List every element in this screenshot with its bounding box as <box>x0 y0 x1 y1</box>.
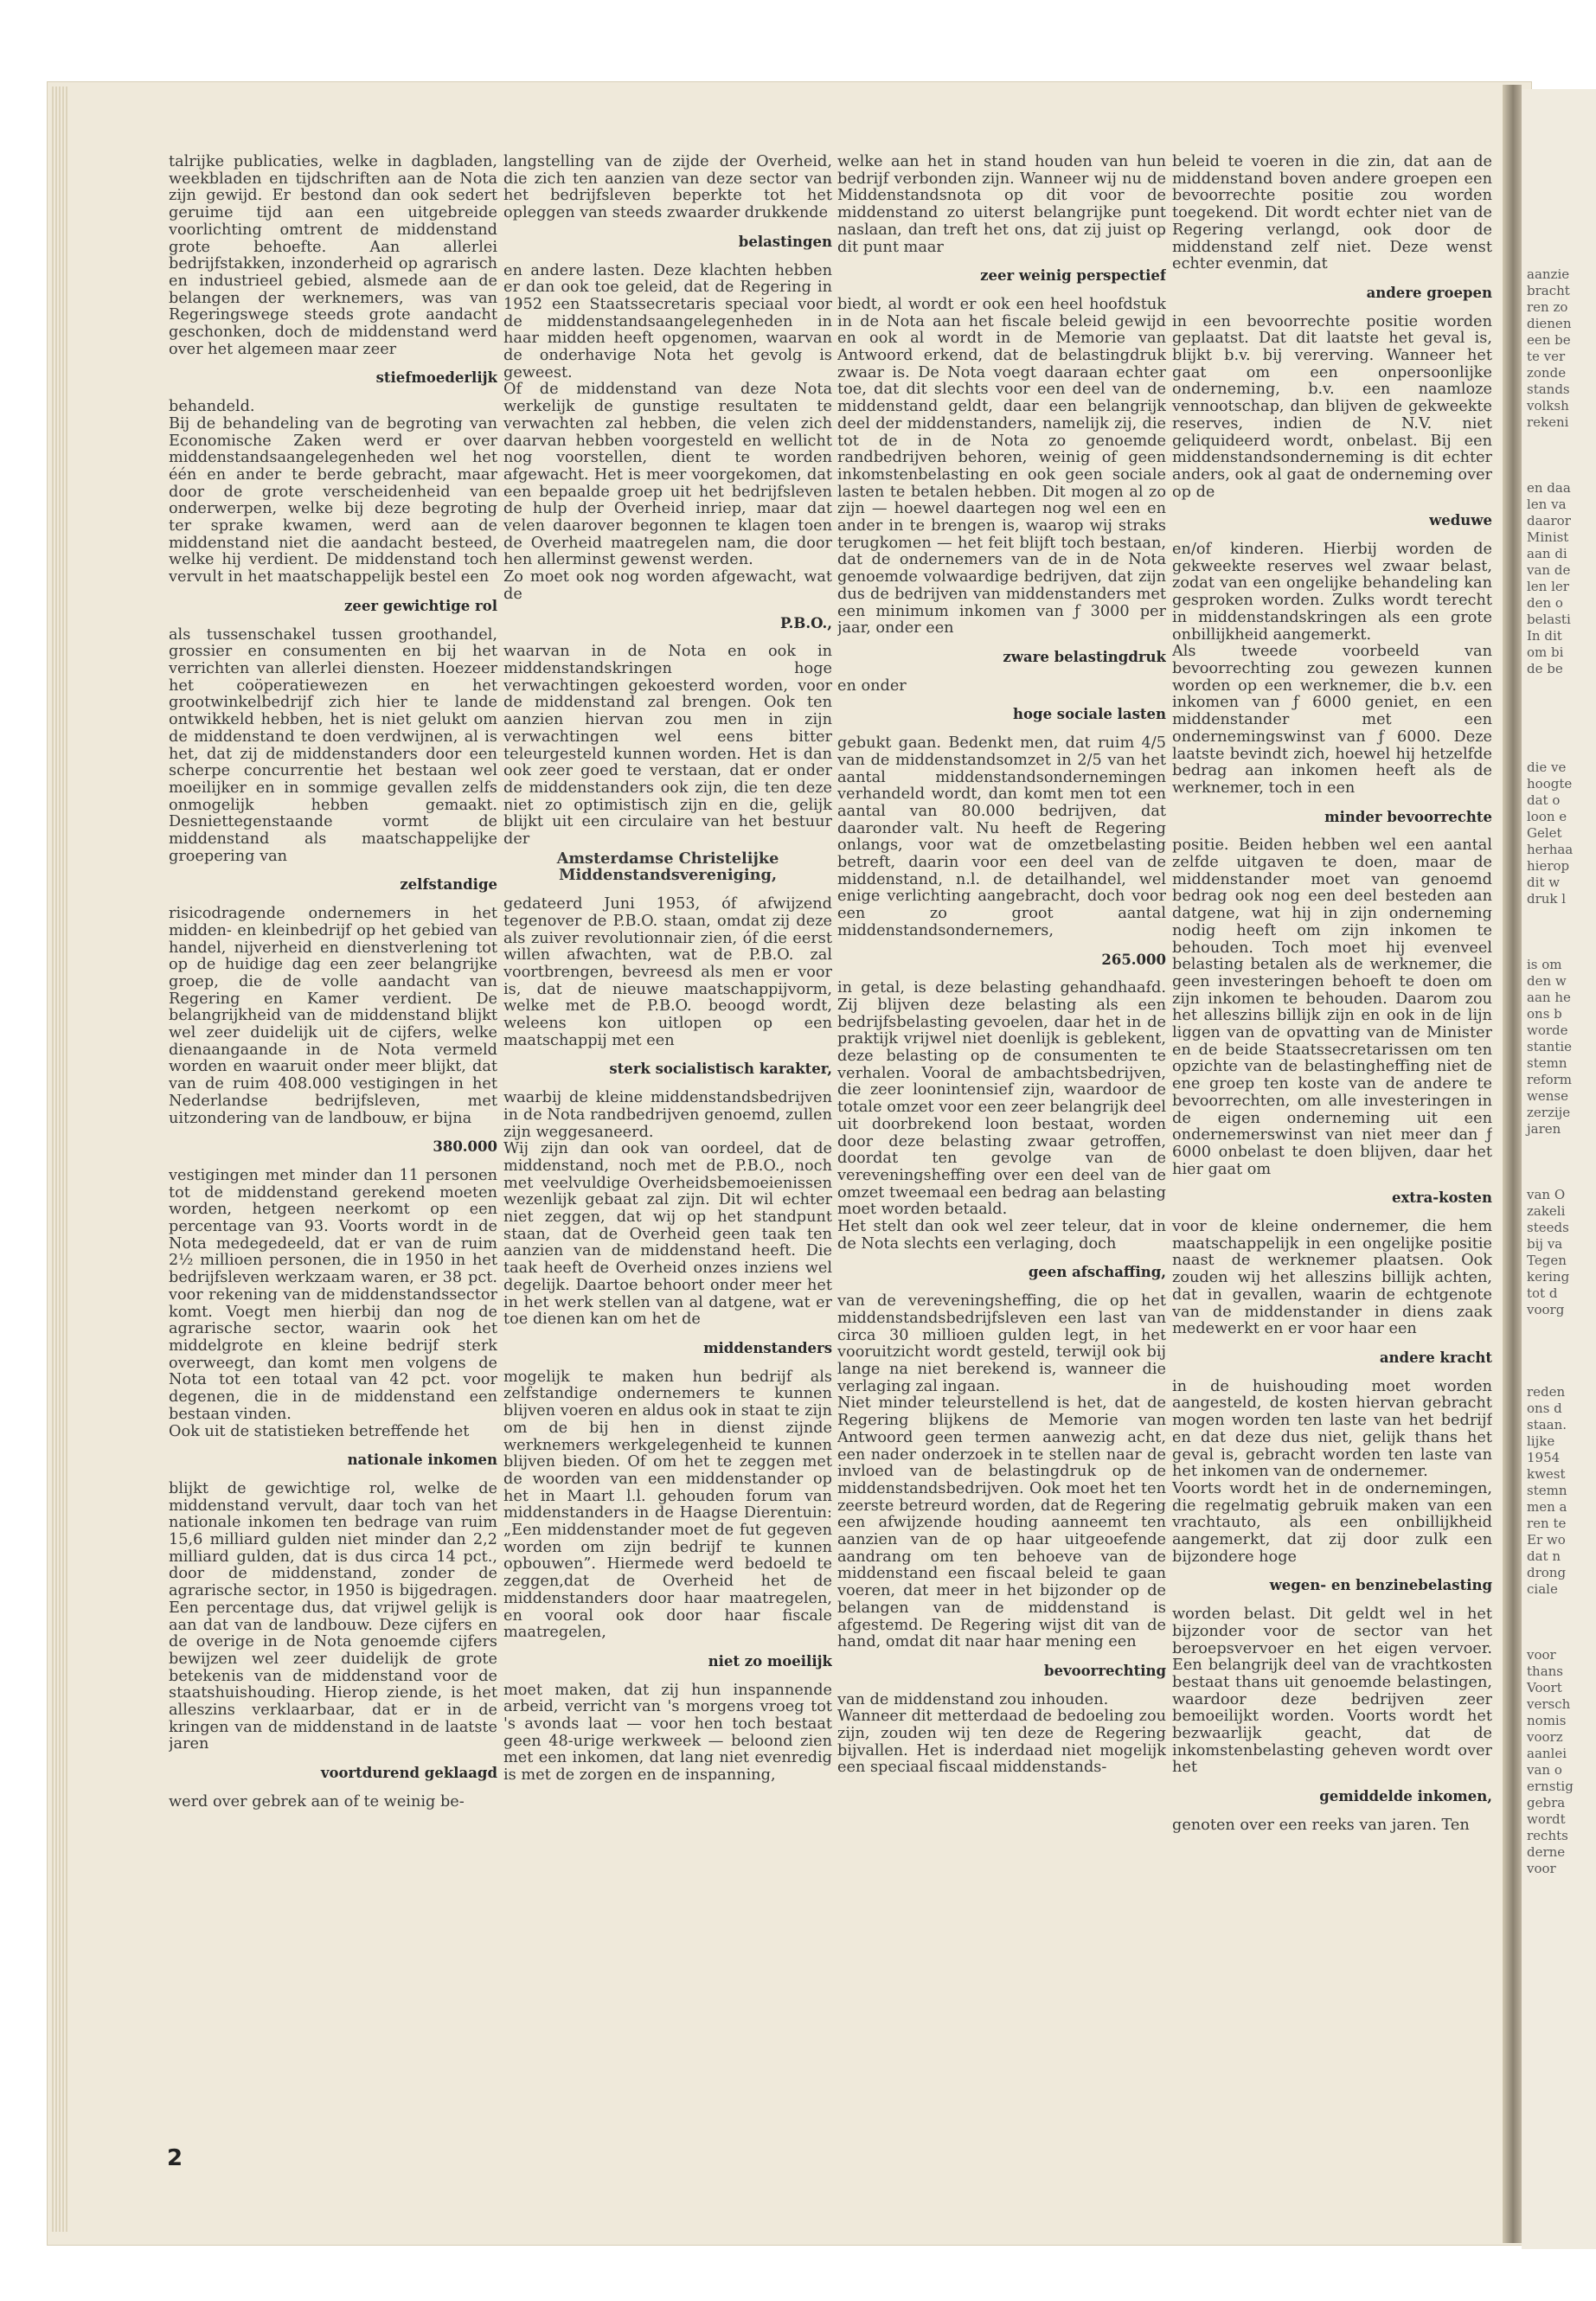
text-fragment: wense <box>1527 1088 1568 1104</box>
text-fragment: hoogte <box>1527 776 1573 792</box>
subheading: weduwe <box>1429 512 1492 529</box>
paragraph: Of de middenstand van deze Nota werkelijk de gunstige resultaten te verwachten zal hebben, die velen zich daarvan hebben voorgesteld en wellicht nog voorstellen, dient te worden afgewacht. Het is meer voorgekomen, dat een bepaalde groep uit het bedrijfsleven de hulp der Overheid inriep, maar dat velen daarover begonnen te klagen toen de Overheid maatregelen nam, die door hen allerminst gewenst werden. <box>503 381 832 569</box>
subheading: extra-kosten <box>1391 1189 1492 1207</box>
next-page-edge <box>1522 89 1596 2249</box>
text-fragment <box>1527 1631 1574 1647</box>
subheading: geen afschaffing, <box>1028 1264 1166 1281</box>
paragraph: Het stelt dan ook wel zeer teleur, dat in de Nota slechts een verlaging, doch <box>837 1218 1166 1253</box>
text-fragment: bracht <box>1527 283 1570 298</box>
paragraph: Bij de behandeling van de begroting van Economische Zaken werd er over middenstandsaangelegenheden wel het één en ander te berde gebracht, maar door de grote verscheidenheid van onderwerpen, welke bij deze begroting ter sprake kwamen, werd aan de middenstand niet die aandacht besteed, welke hij verdient. De middenstand toch vervult in het maatschappelijk bestel een <box>169 414 497 586</box>
text-fragment <box>1527 940 1574 957</box>
text-fragment: In dit <box>1527 628 1562 644</box>
text-fragment: aan di <box>1527 546 1567 561</box>
text-fragment: lijke <box>1527 1433 1555 1449</box>
subheading: 265.000 <box>1101 951 1166 968</box>
text-fragment: kering <box>1527 1269 1570 1285</box>
text-fragment: hierop <box>1527 858 1570 874</box>
text-fragment: reden <box>1527 1384 1566 1400</box>
paragraph: behandeld. <box>169 398 255 416</box>
subheading: zelfstandige <box>400 876 497 894</box>
text-fragment: staan. <box>1527 1417 1567 1433</box>
text-column-1 <box>169 154 497 2178</box>
subheading: zware belastingdruk <box>1003 648 1166 665</box>
subheading: 380.000 <box>433 1138 497 1156</box>
text-fragment: zonde <box>1527 365 1567 381</box>
centered-heading: Amsterdamse Christelijke Middenstandsvereniging, <box>556 849 779 885</box>
text-fragment <box>1527 1368 1574 1384</box>
paragraph: waarbij de kleine middenstandsbedrijven in de Nota randbedrijven genoemd, zullen zijn weggesaneerd. <box>503 1089 832 1141</box>
text-fragment <box>1527 924 1574 940</box>
text-fragment: bij va <box>1527 1236 1563 1252</box>
text-fragment: drong <box>1527 1565 1567 1580</box>
text-fragment: Tegen <box>1527 1253 1567 1268</box>
text-fragment: worde <box>1527 1022 1568 1038</box>
text-fragment: stemn <box>1527 1055 1567 1071</box>
text-fragment: ciale <box>1527 1581 1558 1597</box>
paragraph: gedateerd Juni 1953, óf afwijzend tegenover de P.B.O. staan, omdat zij deze als zuiver revolutionnair zien, óf die eerst willen afwachten, wat de P.B.O. zal voortbrengen, bevreesd als men er voor is, dat de nieuwe maatschappijvorm, welke met de P.B.O. beoogd wordt, weleens kon uitlopen op een maatschappij met een <box>503 895 832 1049</box>
text-fragment: Minist <box>1527 529 1569 545</box>
paragraph: Niet minder teleurstellend is het, dat de Regering blijkens de Memorie van Antwoord geen termen aanwezig acht, een nader onderzoek in te stellen naar de invloed van de belastingdruk op de middenstandsbedrijven. Ook moet het ten zeerste betreurd worden, dat de Regering een afwijzende houding aanneemt ten aanzien van de op haar uitgeoefende aandrang om ten behoeve van de middenstand een fiscaal beleid te gaan voeren, dat meer in het bijzonder op de belangen van de middenstand is afgestemd. De Regering wijst dit van de hand, omdat dit naar haar mening een <box>837 1394 1166 1651</box>
text-fragment: de be <box>1527 661 1563 676</box>
text-fragment: den w <box>1527 973 1567 989</box>
text-fragment <box>1527 743 1574 760</box>
paragraph: Wanneer dit metterdaad de bedoeling zou zijn, zouden wij ten deze de Regering bijvallen. Het is inderdaad niet mogelijk een speciaal fiscaal middenstands- <box>837 1708 1166 1777</box>
text-fragment: te ver <box>1527 349 1566 364</box>
paragraph: biedt, al wordt er ook een heel hoofdstuk in de Nota aan het fiscale beleid gewijd en ook al wordt in de Memorie van Antwoord erkend, dat de belastingdruk zwaar is. De Nota voegt daaraan echter toe, dat dit slechts voor een deel van de middenstand geldt, daar een belangrijk deel der middenstanders, namelijk zij, die tot de in de Nota zo genoemde randbedrijven behoren, weinig of geen inkomstenbelasting en ook geen sociale lasten te betalen hebben. Dit mogen al zo zijn — hoewel daartegen nog wel een en ander in te brengen is, waarop wij straks terugkomen — het feit blijft toch bestaan, dat de ondernemers van de in de Nota genoemde volwaardige bedrijven, dat zijn dus de bedrijven van middenstanders met een minimum inkomen van ƒ 3000 per jaar, onder een <box>837 295 1166 638</box>
text-fragment: voorz <box>1527 1729 1563 1745</box>
text-fragment: stands <box>1527 381 1570 397</box>
subheading: bevoorrechting <box>1044 1662 1166 1679</box>
text-fragment: ren te <box>1527 1516 1567 1531</box>
subheading: zeer gewichtige rol <box>344 597 497 614</box>
paragraph: Als tweede voorbeeld van bevoorrechting zou gewezen kunnen worden op een werknemer, die b.v. een inkomen van ƒ 6000 geniet, en een middenstander met een ondernemingswinst van ƒ 6000. Deze laatste bevindt zich, hoewel hij hetzelfde bedrag aan inkomen heeft als de werknemer, toch in een <box>1172 643 1492 797</box>
text-fragment: loon e <box>1527 809 1567 824</box>
paragraph: van de vereveningsheffing, die op het middenstandsbedrijfsleven een last van circa 30 millioen gulden legt, in het vooruitzicht wordt gesteld, terwijl ook bij lange na niet berekend is, wanneer die verlaging zal ingaan. <box>837 1292 1166 1395</box>
paragraph: beleid te voeren in die zin, dat aan de middenstand boven andere groepen een bevoorrechte positie zou worden toegekend. Dit wordt echter niet van de Regering verlangd, ook door de middenstand zelf niet. Deze wenst echter evenmin, dat <box>1172 154 1492 273</box>
text-fragment: Er wo <box>1527 1532 1566 1548</box>
paragraph: langstelling van de zijde der Overheid, die zich ten aanzien van deze sector van het bedrijfsleven beperkte tot het opleggen van steeds zwaarder drukkende <box>503 154 832 222</box>
text-column-2 <box>503 154 832 2178</box>
paragraph: in een bevoorrechte positie worden geplaatst. Dat dit laatste het geval is, blijkt b.v. bij vererving. Wanneer het gaat om een onpersoonlijke onderneming, b.v. een naamloze vennootschap, dan blijven de gekweekte reserves, indien de N.V. niet geliquideerd wordt, onbelast. Bij een middenstandsonderneming is dit echter anders, ook al gaat de onderneming over op de <box>1172 312 1492 501</box>
text-fragment <box>1527 464 1574 480</box>
paragraph: risicodragende ondernemers in het midden- en kleinbedrijf op het gebied van handel, nijverheid en dienstverlening tot op de huidige dag een zeer belangrijke groep, die de volle aandacht van Regering en Kamer verdient. De belangrijkheid van de middenstand blijkt wel zeer duidelijk uit de cijfers, welke dienaangaande in de Nota vermeld worden en waaruit onder meer blijkt, dat van de ruim 408.000 vestigingen in het Nederlandse bedrijfsleven, met uitzondering van de landbouw, er bijna <box>169 905 497 1127</box>
text-fragment: belasti <box>1527 612 1571 627</box>
text-fragment: ren zo <box>1527 299 1568 315</box>
text-fragment: derne <box>1527 1844 1566 1860</box>
text-fragment: een be <box>1527 332 1571 348</box>
subheading: middenstanders <box>703 1340 832 1356</box>
paragraph: vestigingen met minder dan 11 personen tot de middenstand gerekend moeten worden, hetgeen neerkomt op een percentage van 93. Voorts wordt in de Nota medegedeeld, dat er van de ruim 2½ millioen personen, die in 1950 in het bedrijfsleven werkzaam waren, er 38 pct. voor rekening van de middenstandssector komt. Voegt men hierbij dan nog de agrarische sector, waarin ook het middelgrote en kleine bedrijf sterk overweegt, dan komt men volgens de Nota tot een totaal van 42 pct. voor degenen, die in de middenstand een bestaan vinden. <box>169 1166 497 1423</box>
text-fragment: om bi <box>1527 644 1564 660</box>
paragraph: mogelijk te maken hun bedrijf als zelfstandige ondernemers te kunnen blijven voeren en aldus ook in staat te zijn om de bij hen in dienst zijnde werknemers werkgelegenheid te kunnen blijven bieden. Of om het te zeggen met de woorden van een middenstander op het in Maart l.l. gehouden forum van middenstanders in de Haagse Dierentuin: „Een middenstander moet de fut gegeven worden om zijn bedrijf te kunnen opbouwen”. Hiermede werd bedoeld te zeggen,dat de Overheid het de middenstanders door haar maatregelen, en vooral ook door haar fiscale maatregelen, <box>503 1368 832 1642</box>
paragraph: Ook uit de statistieken betreffende het <box>169 1422 470 1440</box>
text-fragment: zerzije <box>1527 1105 1571 1120</box>
text-fragment <box>1527 1170 1574 1187</box>
text-fragment: voorg <box>1527 1302 1565 1317</box>
text-fragment <box>1527 677 1574 694</box>
text-fragment: zakeli <box>1527 1203 1566 1219</box>
text-fragment: van O <box>1527 1187 1566 1202</box>
subheading: wegen- en benzinebelasting <box>1269 1577 1492 1594</box>
paragraph: en onder <box>837 676 907 695</box>
paragraph: welke aan het in stand houden van hun bedrijf verbonden zijn. Wanneer wij nu de Middenstandsnota op dit voor de middenstand zo uiterst belangrijke punt naslaan, dan treft het ons, dat zij juist op dit punt maar <box>837 154 1166 256</box>
text-fragment: aanzie <box>1527 266 1570 282</box>
paragraph: in de huishouding moet worden aangesteld, de kosten hiervan gebracht mogen worden ten laste van het bedrijf en dat deze dus niet, gelijk thans het geval is, gebracht worden ten laste van het inkomen van de ondernemer. <box>1172 1377 1492 1481</box>
text-fragment: len ler <box>1527 579 1569 594</box>
paragraph: worden belast. Dit geldt wel in het bijzonder voor de sector van het beroepsvervoer en het eigen vervoer. Een belangrijk deel van de vrachtkosten bestaat thans uit genoemde belastingen, waardoor deze bedrijven zeer bemoeilijkt worden. Voorts wordt het bezwaarlijk geacht, dat de inkomstenbelasting geheven wordt over het <box>1172 1606 1492 1777</box>
text-fragment <box>1527 447 1574 464</box>
paragraph: waarvan in de Nota en ook in middenstandskringen hoge verwachtingen gekoesterd worden, voor de middenstand zal brengen. Ook ten aanzien hiervan zou men in zijn verwachtingen wel eens bitter teleurgesteld kunnen worden. Het is dan ook zeer goed te verstaan, dat er onder de middenstanders ook zijn, die ten deze niet zo optimistisch zijn en die, gelijk blijkt uit een circulaire van het bestuur der <box>503 643 832 849</box>
text-fragment: wordt <box>1527 1811 1566 1827</box>
subheading: niet zo moeilijk <box>708 1652 832 1670</box>
text-fragment: aanlei <box>1527 1746 1567 1761</box>
subheading: minder bevoorrechte <box>1324 808 1492 825</box>
text-fragment: ons b <box>1527 1006 1562 1022</box>
paragraph: genoten over een reeks van jaren. Ten <box>1172 1816 1470 1834</box>
subheading: andere groepen <box>1366 284 1492 301</box>
paragraph: gebukt gaan. Bedenkt men, dat ruim 4/5 van de middenstandsomzet in 2/5 van het aantal middenstandsondernemingen verhandeld wordt, dan komt men tot een aantal van 80.000 bedrijven, dat daaronder valt. Nu heeft de Regering onlangs, voor wat de omzetbelasting betreft, daarin voor een deel van de middenstand, n.l. de detailhandel, wel enige verlichting aangebracht, doch voor een zo groot aantal middenstandsondernemers, <box>837 734 1166 939</box>
text-fragment: voor <box>1527 1861 1556 1876</box>
paragraph: Wij zijn dan ook van oordeel, dat de middenstand, noch met de P.B.O., noch met veelvuldige Overheidsbemoeienissen wezenlijk gebaat zal zijn. Dit wil echter niet zeggen, dat wij op het standpunt staan, dat de Overheid geen taak ten aanzien van de middenstand heeft. Die taak heeft de Overheid onzes inziens wel degelijk. Daartoe behoort onder meer het in het werk stellen van al datgene, wat er toe dienen kan om het de <box>503 1140 832 1329</box>
text-fragment: thans <box>1527 1663 1563 1679</box>
text-fragment: dit w <box>1527 875 1561 890</box>
subheading: gemiddelde inkomen, <box>1319 1788 1492 1805</box>
text-fragment: stemn <box>1527 1483 1567 1498</box>
text-fragment: len va <box>1527 497 1567 512</box>
text-fragment <box>1527 1351 1574 1368</box>
text-fragment: reform <box>1527 1072 1573 1087</box>
text-fragment: voor <box>1527 1647 1556 1663</box>
binding-gutter <box>1503 85 1522 2243</box>
paragraph: als tussenschakel tussen groothandel, grossier en consumenten en bij het verrichten van allerlei diensten. Hoezeer het coöperatiewezen en het grootwinkelbedrijf zich hier te lande ontwikkeld hebben, het is niet gelukt om de middenstand te doen verdwijnen, al is het, dat zij de middenstanders door een scherpe concurrentie het bestaan wel moeilijker en in sommige gevallen zelfs onmogelijk hebben gemaakt. Desniettegenstaande vormt de middenstand als maatschappelijke groepering van <box>169 625 497 865</box>
text-fragment: Voort <box>1527 1680 1562 1695</box>
text-fragment: rekeni <box>1527 414 1569 430</box>
next-page-text-fragments <box>1522 266 1574 1877</box>
paragraph: en andere lasten. Deze klachten hebben er dan ook toe geleid, dat de Regering in 1952 een Staatssecretaris speciaal voor de middenstandsaangelegenheden in haar midden heeft opgenomen, waarvan de onderhavige Nota het gevolg is geweest. <box>503 261 832 381</box>
subheading: belastingen <box>738 233 832 250</box>
text-fragment: ons d <box>1527 1400 1562 1416</box>
paragraph: Zo moet ook nog worden afgewacht, wat de <box>503 568 832 603</box>
text-fragment: versch <box>1527 1696 1571 1712</box>
text-fragment: Gelet <box>1527 825 1562 841</box>
text-fragment: van de <box>1527 562 1571 578</box>
text-fragment <box>1527 1614 1574 1631</box>
text-fragment: druk l <box>1527 891 1567 907</box>
paragraph: voor de kleine ondernemer, die hem maatschappelijk in een ongelijke positie naast de werknemer plaatsen. Ook zouden wij het alleszins billijk achten, dat in gevallen, waarin de echtgenote van de middenstander in diens zaak medewerkt en er voor haar een <box>1172 1218 1492 1338</box>
text-fragment: dat n <box>1527 1548 1561 1564</box>
paragraph: in getal, is deze belasting gehandhaafd. Zij blijven deze belasting als een bedrijfsbelasting gevoelen, daar het in de praktijk vrijwel niet doenlijk is geblekent, deze belasting op de consumenten te verhalen. Vooral de ambachtsbedrijven, die zeer loonintensief zijn, waardoor de totale omzet voor een zeer belangrijk deel uit doorbrekend loon bestaat, worden door deze belasting zwaar getroffen, doordat ten gevolge van de vereveningsheffing over een deel van de omzet tweemaal een bedrag aan belasting moet worden betaald. <box>837 979 1166 1219</box>
text-column-4 <box>1172 154 1492 2178</box>
text-fragment: is om <box>1527 957 1562 972</box>
text-fragment <box>1527 694 1574 710</box>
paragraph: en/of kinderen. Hierbij worden de gekweekte reserves wel zwaar belast, zodat van een ongelijke behandeling kan gesproken worden. Zulks wordt terecht in middenstandskringen als een grote onbillijkheid aangemerkt. <box>1172 541 1492 644</box>
text-fragment: jaren <box>1527 1121 1561 1137</box>
text-fragment <box>1527 710 1574 727</box>
text-fragment: ernstig <box>1527 1779 1574 1794</box>
text-fragment: den o <box>1527 595 1563 611</box>
page-number: 2 <box>167 2145 183 2171</box>
text-fragment <box>1527 1154 1574 1170</box>
text-fragment <box>1527 431 1574 447</box>
paragraph: van de middenstand zou inhouden. <box>837 1690 1109 1708</box>
subheading: stiefmoederlijk <box>375 369 497 387</box>
subheading: voortdurend geklaagd <box>320 1765 497 1782</box>
text-fragment: dienen <box>1527 316 1572 331</box>
text-fragment <box>1527 1598 1574 1614</box>
text-fragment: die ve <box>1527 760 1567 775</box>
paragraph: blijkt de gewichtige rol, welke de middenstand vervult, daar toch van het nationale inkomen ten bedrage van ruim 15,6 milliard gulden niet minder dan 2,2 milliard gulden, dat is dus circa 14 pct., door de middenstand, zonder de agrarische sector, in 1950 is bijgedragen. Een percentage dus, dat vrijwel gelijk is aan dat van de landbouw. Deze cijfers en de overige in de Nota genoemde cijfers bewijzen wel zeer duidelijk de grote betekenis van de middenstand voor de staatshuishouding. Hierop ziende, is het alleszins verklaarbaar, dat er in de kringen van de middenstand in de laatste jaren <box>169 1479 497 1753</box>
text-fragment: van o <box>1527 1762 1562 1778</box>
text-fragment: volksh <box>1527 398 1569 413</box>
paragraph: werd over gebrek aan of te weinig be- <box>169 1792 465 1811</box>
paragraph: Voorts wordt het in de ondernemingen, die regelmatig gebruik maken van een vrachtauto, als een onbillijkheid aangemerkt, dat zij door zulk een bijzondere hoge <box>1172 1479 1492 1566</box>
subheading: hoge sociale lasten <box>1013 706 1166 723</box>
text-fragment: tot d <box>1527 1285 1558 1301</box>
text-fragment: nomis <box>1527 1713 1567 1728</box>
paragraph: moet maken, dat zij hun inspannende arbeid, verricht van 's morgens vroeg tot 's avonds laat — voor hen toch bestaat geen 48-urige werkweek — beloond zien met een inkomen, dat lang niet evenredig is met de zorgen en de inspanning, <box>503 1681 832 1785</box>
subheading: zeer weinig perspectief <box>980 267 1166 285</box>
paragraph: talrijke publicaties, welke in dagbladen, weekbladen en tijdschriften aan de Nota zijn gewijd. Er bestond dan ook sedert geruime tijd aan een uitgebreide voorlichting omtrent de middenstand grote behoefte. Aan allerlei bedrijfstakken, inzonderheid op agrarisch en industrieel gebied, alsmede aan de belangen der werknemers, was van Regeringswege steeds grote aandacht geschonken, doch de middenstand werd over het algemeen maar zeer <box>169 154 497 358</box>
text-fragment: kwest <box>1527 1466 1566 1482</box>
text-fragment <box>1527 907 1574 924</box>
text-column-3 <box>837 154 1166 2178</box>
text-fragment: stantie <box>1527 1039 1573 1054</box>
subheading: andere kracht <box>1379 1349 1492 1366</box>
text-fragment: en daa <box>1527 480 1571 496</box>
paragraph: positie. Beiden hebben wel een aantal zelfde uitgaven te doen, maar de middenstander moet van genoemd bedrag ook nog een deel besteden aan datgene, wat hij in zijn onderneming nodig heeft om zijn inkomen te behouden. Toch moet hij evenveel belasting betalen als de werknemer, die geen investeringen behoeft te doen om zijn inkomen te behouden. Daarom zou het alleszins billijk zijn en ook in de lijn liggen van de opvatting van de Minister en de beide Staatssecretarissen om ten opzichte van de belastingheffing niet de ene groep ten koste van de andere te bevoorrechten, om alle investeringen in de eigen onderneming uit een ondernemerswinst van niet meer dan ƒ 6000 onbelast te doen blijven, daar het hier gaat om <box>1172 836 1492 1178</box>
text-fragment <box>1527 1138 1574 1154</box>
page-edges <box>52 87 69 2232</box>
text-fragment: daaror <box>1527 513 1571 529</box>
text-fragment: aan he <box>1527 990 1571 1005</box>
subheading: P.B.O., <box>779 614 832 631</box>
text-fragment: 1954 <box>1527 1450 1561 1465</box>
text-fragment <box>1527 1335 1574 1351</box>
text-fragment <box>1527 1318 1574 1335</box>
text-fragment: rechts <box>1527 1828 1568 1843</box>
text-fragment: steeds <box>1527 1220 1569 1235</box>
text-fragment: dat o <box>1527 792 1561 808</box>
subheading: sterk socialistisch karakter, <box>609 1061 832 1078</box>
text-fragment: men a <box>1527 1499 1567 1515</box>
text-fragment: gebra <box>1527 1795 1566 1811</box>
subheading: nationale inkomen <box>347 1452 497 1469</box>
text-fragment <box>1527 727 1574 743</box>
text-fragment: herhaa <box>1527 842 1574 857</box>
